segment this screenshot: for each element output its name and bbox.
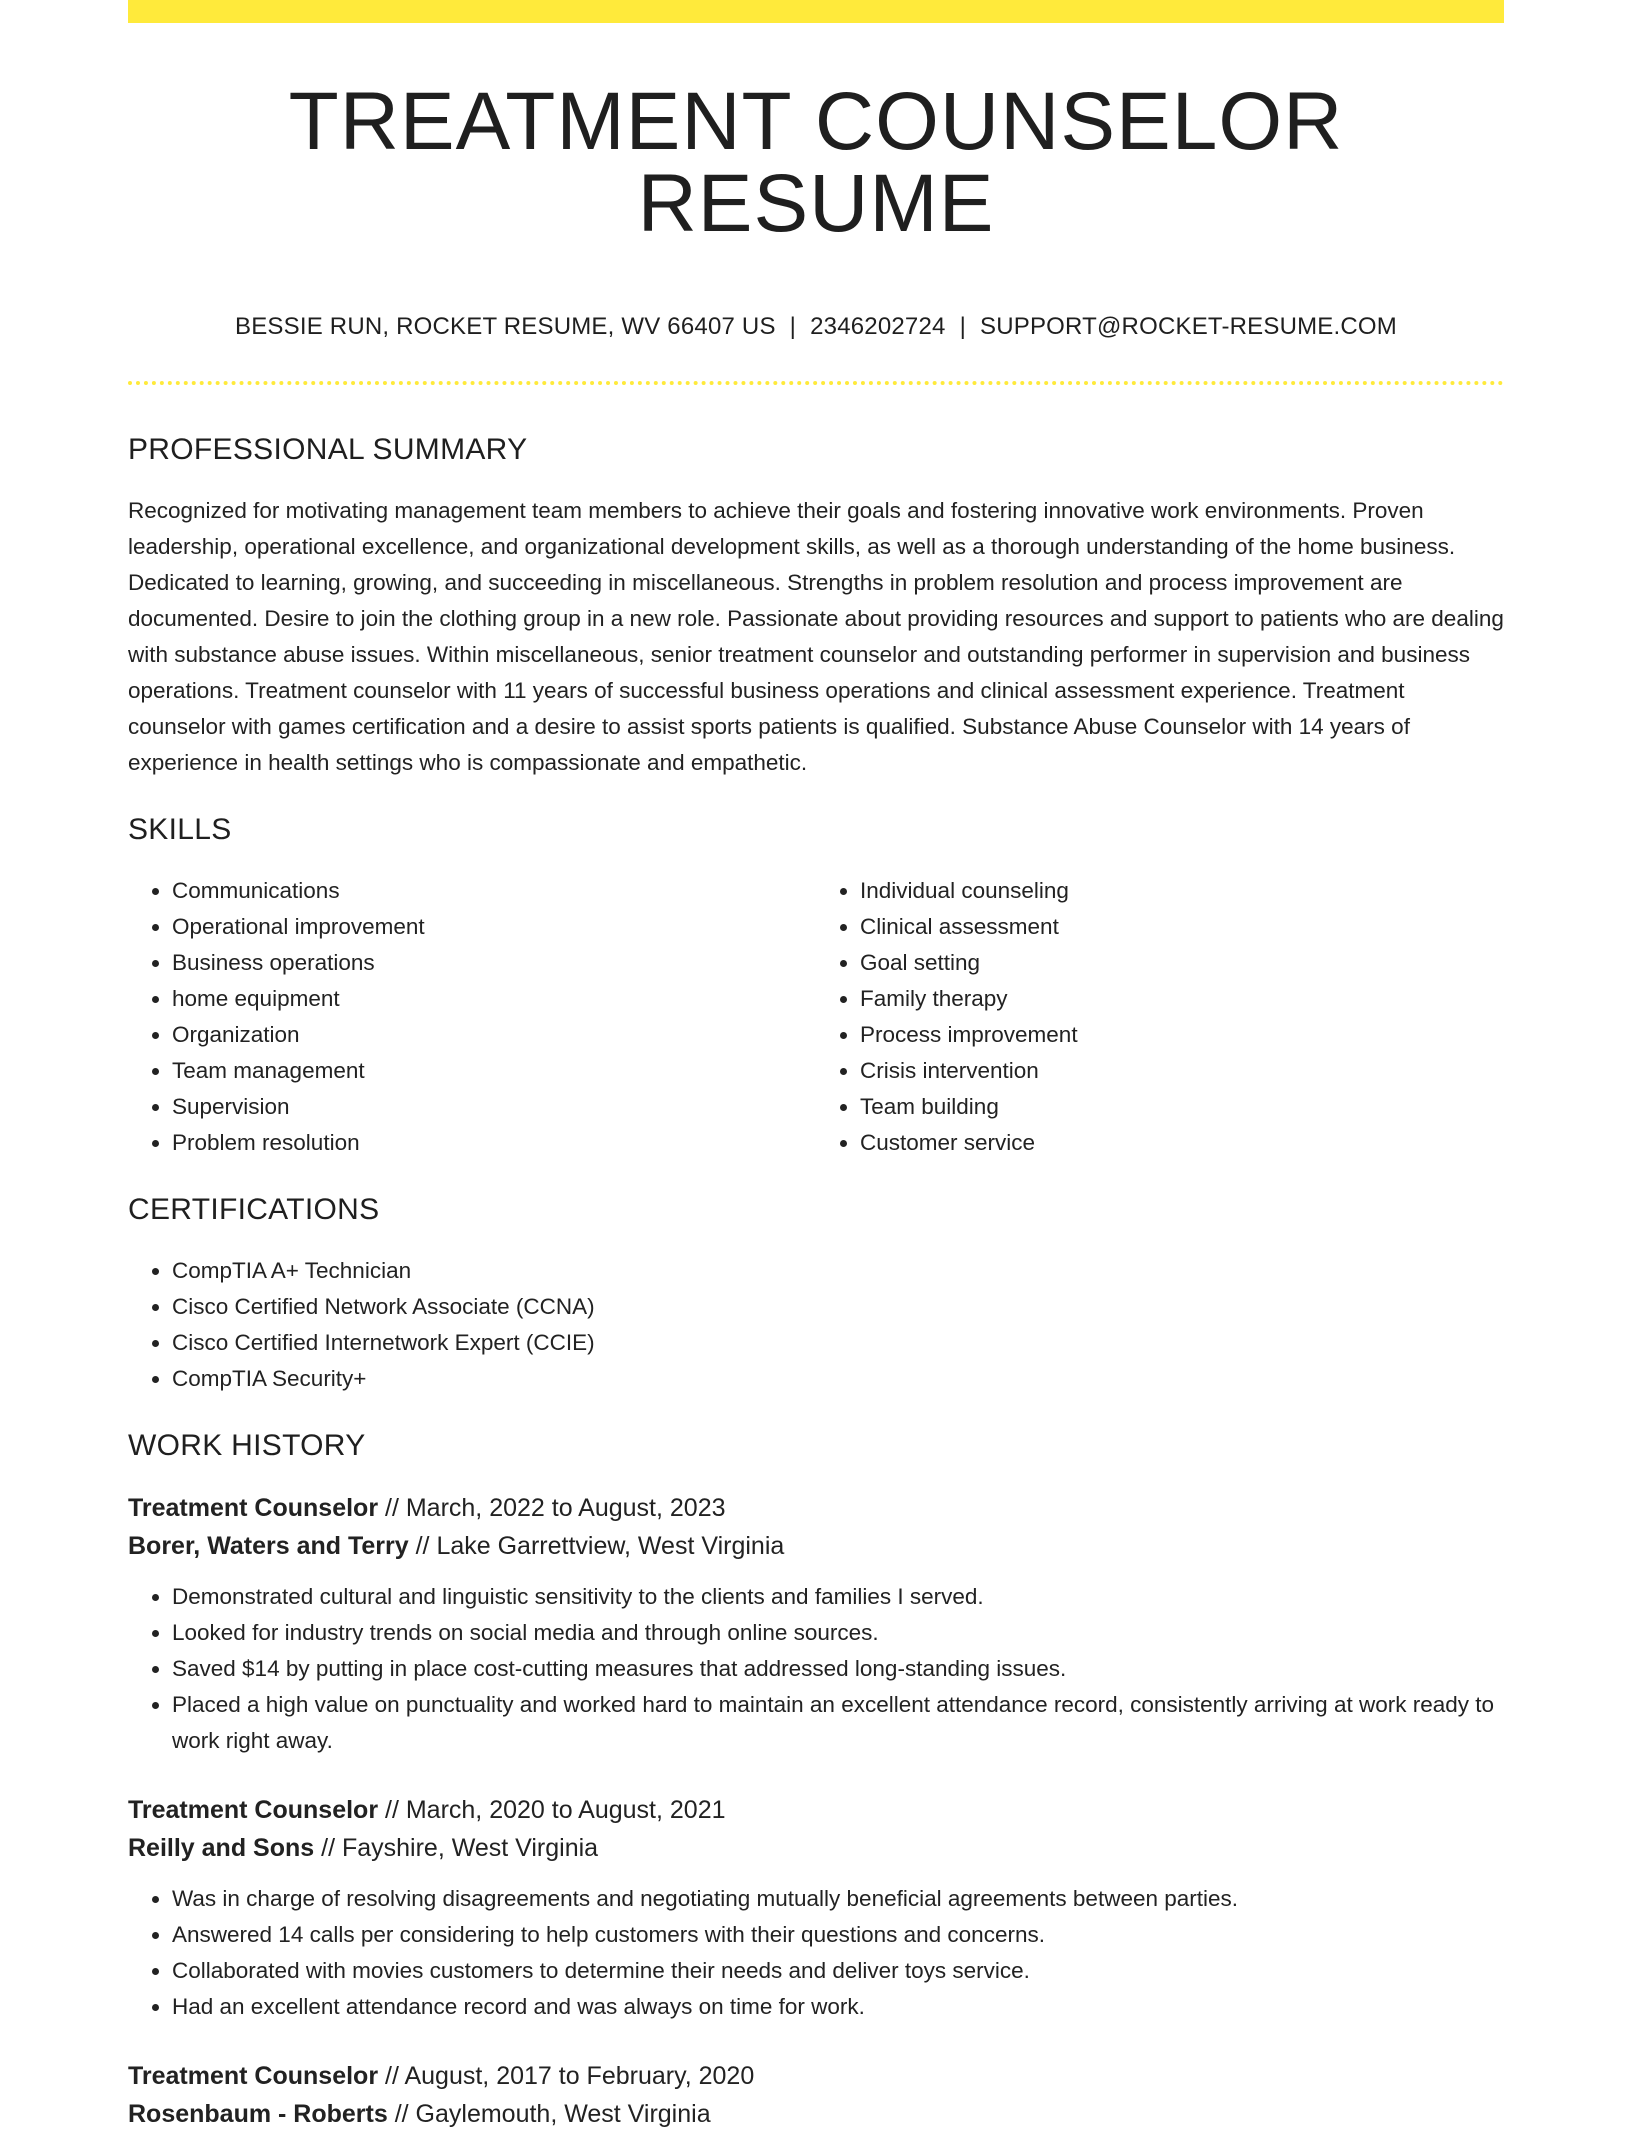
contact-separator: | (959, 313, 967, 340)
certification-item: • CompTIA Security+ (172, 1361, 1504, 1397)
resume-page (128, 0, 1504, 2133)
skill-item: • Team building (860, 1089, 1504, 1125)
job-location: // Lake Garrettview, West Virginia (408, 1532, 785, 1560)
skills-heading: SKILLS (128, 813, 232, 846)
skill-item: • Clinical assessment (860, 909, 1504, 945)
certifications-list (128, 1253, 1504, 1397)
skills-list-right (816, 873, 1504, 1161)
job-title-line (128, 1489, 1504, 1527)
contact-line (128, 315, 1504, 339)
job-company: Borer, Waters and Terry (128, 1532, 409, 1560)
job-dates: // March, 2020 to August, 2021 (378, 1796, 726, 1824)
job-entry (128, 2057, 1504, 2133)
job-company-line (128, 2095, 1504, 2133)
job-bullet: • Saved $14 by putting in place cost-cutting measures that addressed long-standing issues. (172, 1651, 1504, 1687)
job-title: Treatment Counselor (128, 1796, 379, 1824)
page-title: TREATMENT COUNSELOR RESUME (288, 76, 1344, 249)
skill-item: • Operational improvement (172, 909, 816, 945)
job-company: Reilly and Sons (128, 1834, 315, 1862)
skill-item: • Business operations (172, 945, 816, 981)
job-location: // Gaylemouth, West Virginia (387, 2100, 711, 2128)
skill-item: • Organization (172, 1017, 816, 1053)
skill-item: • Goal setting (860, 945, 1504, 981)
job-bullet: • Was in charge of resolving disagreements and negotiating mutually beneficial agreements between parties. (172, 1881, 1504, 1917)
summary-text: Recognized for motivating management team members to achieve their goals and fostering innovative work environments. Proven leadership, operational excellence, and organizational development skills, as well as a thorough understanding of the home business. Dedicated to learning, growing, and succeeding in miscellaneous. Strengths in problem resolution and process improvement are documented. Desire to join the clothing group in a new role. Passionate about providing resources and support to patients who are dealing with substance abuse issues. Within miscellaneous, senior treatment counselor and outstanding performer in supervision and business operations. Treatment counselor with 11 years of successful business operations and clinical assessment experience. Treatment counselor with games certification and a desire to assist sports patients is qualified. Substance Abuse Counselor with 14 years of experience in health settings who is compassionate and empathetic. (128, 498, 1504, 775)
skill-item: • Team management (172, 1053, 816, 1089)
job-company-line (128, 1527, 1504, 1565)
contact-address: BESSIE RUN, ROCKET RESUME, WV 66407 US (235, 313, 776, 340)
job-bullet: • Had an excellent attendance record and was always on time for work. (172, 1989, 1504, 2025)
job-dates: // March, 2022 to August, 2023 (378, 1494, 726, 1522)
accent-bar (128, 0, 1504, 23)
skills-columns (128, 873, 1504, 1161)
contact-separator: | (789, 313, 797, 340)
job-bullet: • Looked for industry trends on social media and through online sources. (172, 1615, 1504, 1651)
dotted-divider (128, 381, 1504, 385)
certification-item: • Cisco Certified Internetwork Expert (CCIE) (172, 1325, 1504, 1361)
skill-item: • Communications (172, 873, 816, 909)
job-entry (128, 1489, 1504, 1759)
certifications-heading: CERTIFICATIONS (128, 1193, 380, 1226)
job-company-line (128, 1829, 1504, 1867)
job-location: // Fayshire, West Virginia (314, 1834, 599, 1862)
contact-email: SUPPORT@ROCKET-RESUME.COM (980, 313, 1397, 340)
skill-item: • Supervision (172, 1089, 816, 1125)
job-bullet: • Answered 14 calls per considering to help customers with their questions and concerns. (172, 1917, 1504, 1953)
job-bullet: • Collaborated with movies customers to determine their needs and deliver toys service. (172, 1953, 1504, 1989)
job-bullet: • Placed a high value on punctuality and worked hard to maintain an excellent attendance record, consistently arriving at work ready to work right away. (172, 1687, 1504, 1759)
job-company: Rosenbaum - Roberts (128, 2100, 388, 2128)
skill-item: • Process improvement (860, 1017, 1504, 1053)
skill-item: • Customer service (860, 1125, 1504, 1161)
contact-phone: 2346202724 (810, 313, 946, 340)
skill-item: • Crisis intervention (860, 1053, 1504, 1089)
job-title-line (128, 1791, 1504, 1829)
job-bullet: • Demonstrated cultural and linguistic sensitivity to the clients and families I served. (172, 1579, 1504, 1615)
skills-list-left (128, 873, 816, 1161)
skill-item: • Individual counseling (860, 873, 1504, 909)
skill-item: • Family therapy (860, 981, 1504, 1017)
job-bullets (128, 1579, 1504, 1759)
job-title-line (128, 2057, 1504, 2095)
summary-heading: PROFESSIONAL SUMMARY (128, 433, 528, 466)
certification-item: • Cisco Certified Network Associate (CCNA) (172, 1289, 1504, 1325)
skill-item: • Problem resolution (172, 1125, 816, 1161)
job-bullets (128, 1881, 1504, 2025)
work-history-heading: WORK HISTORY (128, 1429, 366, 1462)
job-title: Treatment Counselor (128, 2062, 379, 2090)
certification-item: • CompTIA A+ Technician (172, 1253, 1504, 1289)
job-entry (128, 1791, 1504, 2025)
job-dates: // August, 2017 to February, 2020 (378, 2062, 755, 2090)
skill-item: • home equipment (172, 981, 816, 1017)
job-title: Treatment Counselor (128, 1494, 379, 1522)
